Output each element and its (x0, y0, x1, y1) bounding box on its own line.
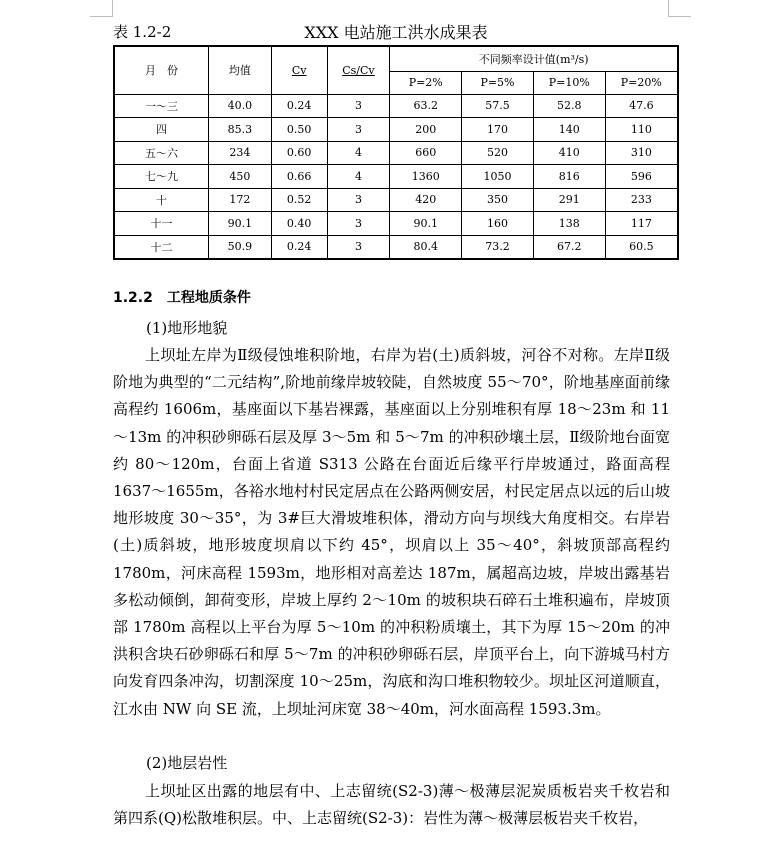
cell-mean: 90.1 (209, 212, 272, 236)
cell-p2: 90.1 (390, 212, 462, 236)
cell-cv: 0.52 (271, 188, 327, 212)
cell-mean: 450 (209, 165, 272, 189)
cell-cs-cv: 3 (327, 118, 390, 142)
cell-p20: 117 (605, 212, 678, 236)
header-cv-label: Cv (291, 63, 307, 77)
cell-p20: 310 (605, 141, 678, 165)
cell-cs-cv: 4 (327, 141, 390, 165)
cell-p10: 291 (533, 188, 605, 212)
header-p5: P=5% (462, 71, 534, 94)
table-header-row (114, 46, 678, 71)
table-number: 表 1.2-2 (113, 23, 172, 41)
paragraph-terrain: 上坝址左岸为Ⅱ级侵蚀堆积阶地，右岸为岩(土)质斜坡，河谷不对称。左岸Ⅱ级阶地为典型的“二元结构”,阶地前缘岸坡较陡，自然坡度 55～70°，阶地基座面前缘高程约 1606m，基座面以下基岩裸露，基座面以上分别堆积有厚 18～23m 和 11～13m 的冲积砂卵砾石层及厚 3～5m 和 5～7m 的冲积砂壤土层，Ⅱ级阶地台面宽约 80～120m，台面上省道 S313 公路在台面近后缘平行岸坡通过，路面高程 1637～1655m，各裕水地村村民定居点在公路两侧安居，村民定居点以远的后山坡地形坡度 30～35°，为 3#巨大滑坡堆积体，滑动方向与坝线大角度相交。右岸岩(土)质斜坡，地形坡度坝肩以下约 45°，坝肩以上 35～40°，斜坡顶部高程约 1780m，河床高程 1593m，地形相对高差达 187m，属超高边坡，岸坡出露基岩多松动倾倒，卸荷变形，岸坡上厚约 2～10m 的坡积块石碎石土堆积遍布，岸坡顶部 1780m 高程以上平台为厚 5～10m 的冲积粉质壤土，其下为厚 15～20m 的冲洪积含块石砂卵砾石和厚 5～7m 的冲积砂卵砾石层，岸顶平台上，向下游城马村方向发育四条冲沟，切割深度 10～25m，沟底和沟口堆积物较少。坝址区河道顺直，江水由 NW 向 SE 流，上坝址河床宽 38～40m，河水面高程 1593.3m。 (113, 346, 670, 718)
cell-p20: 110 (605, 118, 678, 142)
cell-p2: 420 (390, 188, 462, 212)
header-cv (271, 46, 327, 94)
cell-month: 七～九 (114, 165, 209, 189)
cell-cs-cv: 3 (327, 188, 390, 212)
table-row (114, 188, 678, 212)
cell-p5: 520 (462, 141, 534, 165)
cell-month: 十二 (114, 235, 209, 259)
cell-p5: 160 (462, 212, 534, 236)
header-month: 月 份 (114, 46, 209, 94)
cell-mean: 50.9 (209, 235, 272, 259)
cell-p20: 233 (605, 188, 678, 212)
cell-p10: 140 (533, 118, 605, 142)
cell-cv: 0.40 (271, 212, 327, 236)
section-heading: 1.2.2 工程地质条件 (113, 290, 251, 306)
cell-mean: 234 (209, 141, 272, 165)
table-row (114, 235, 678, 259)
cell-cs-cv: 3 (327, 235, 390, 259)
cell-mean: 40.0 (209, 94, 272, 118)
crop-mark-right (668, 0, 691, 17)
cell-p10: 816 (533, 165, 605, 189)
cell-month: 十一 (114, 212, 209, 236)
cell-p2: 660 (390, 141, 462, 165)
header-cs-cv (327, 46, 390, 94)
table-row (114, 118, 678, 142)
cell-p5: 1050 (462, 165, 534, 189)
cell-month: 十 (114, 188, 209, 212)
cell-mean: 85.3 (209, 118, 272, 142)
cell-p2: 63.2 (390, 94, 462, 118)
cell-p10: 67.2 (533, 235, 605, 259)
paragraph-strata: 上坝址区出露的地层有中、上志留统(S2-3)薄～极薄层泥炭质板岩夹千枚岩和第四系(Q)松散堆积层。中、上志留统(S2-3)：岩性为薄～极薄层板岩夹千枚岩， (113, 782, 670, 828)
cell-cs-cv: 4 (327, 165, 390, 189)
cell-month: 一～三 (114, 94, 209, 118)
cell-month: 五～六 (114, 141, 209, 165)
cell-cv: 0.24 (271, 94, 327, 118)
flood-results-table (113, 45, 679, 260)
header-cs-cv-label: Cs/Cv (342, 63, 375, 77)
cell-cs-cv: 3 (327, 94, 390, 118)
cell-p5: 57.5 (462, 94, 534, 118)
header-p20: P=20% (605, 71, 678, 94)
cell-p5: 170 (462, 118, 534, 142)
cell-p10: 138 (533, 212, 605, 236)
cell-cv: 0.24 (271, 235, 327, 259)
table-row (114, 165, 678, 189)
header-p2: P=2% (390, 71, 462, 94)
cell-p10: 52.8 (533, 94, 605, 118)
cell-cv: 0.60 (271, 141, 327, 165)
cell-month: 四 (114, 118, 209, 142)
cell-p5: 73.2 (462, 235, 534, 259)
cell-p5: 350 (462, 188, 534, 212)
cell-p20: 47.6 (605, 94, 678, 118)
cell-p20: 60.5 (605, 235, 678, 259)
cell-p2: 200 (390, 118, 462, 142)
table-row (114, 141, 678, 165)
table-row (114, 212, 678, 236)
cell-cv: 0.50 (271, 118, 327, 142)
cell-p20: 596 (605, 165, 678, 189)
cell-cs-cv: 3 (327, 212, 390, 236)
cell-mean: 172 (209, 188, 272, 212)
subsection-strata: (2)地层岩性 (146, 754, 228, 772)
cell-cv: 0.66 (271, 165, 327, 189)
header-p10: P=10% (533, 71, 605, 94)
table-row (114, 94, 678, 118)
cell-p10: 410 (533, 141, 605, 165)
header-design-values: 不同频率设计值(m³/s) (390, 46, 678, 71)
cell-p2: 1360 (390, 165, 462, 189)
table-title: XXX 电站施工洪水成果表 (304, 23, 488, 42)
cell-p2: 80.4 (390, 235, 462, 259)
header-mean: 均值 (209, 46, 272, 94)
subsection-terrain: (1)地形地貌 (146, 319, 228, 337)
crop-mark-left (90, 0, 113, 17)
table-caption (113, 20, 679, 42)
